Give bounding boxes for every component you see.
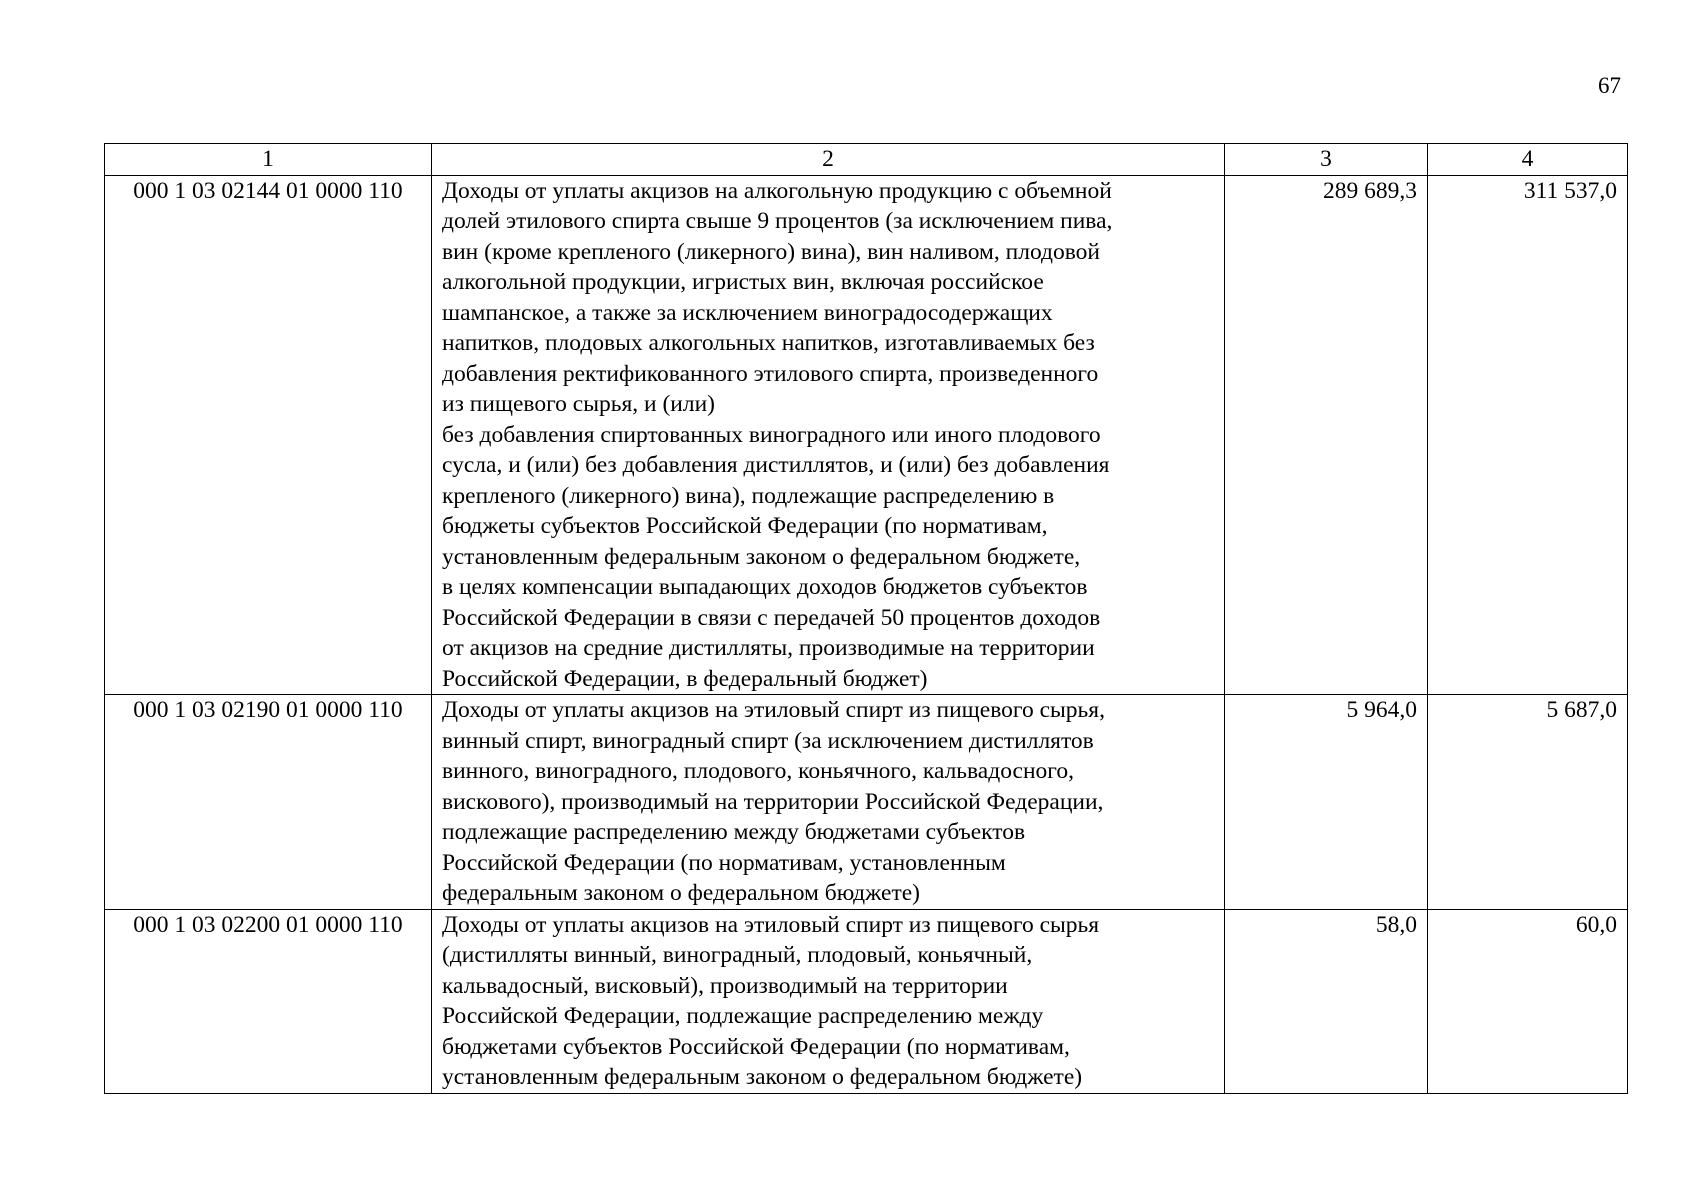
amount-column-4: 5 687,0	[1428, 695, 1628, 910]
description-line: долей этилового спирта свыше 9 процентов (за исключением пива,	[442, 208, 1113, 234]
description-line: бюджетами субъектов Российской Федерации (по нормативам,	[442, 1033, 1070, 1060]
description-line: вискового), производимый на территории Российской Федерации,	[442, 788, 1104, 815]
description-line: вин (кроме крепленого (ликерного) вина), вин наливом, плодовой	[442, 238, 1100, 265]
description-line: напитков, плодовых алкогольных напитков, изготавливаемых без	[442, 330, 1095, 356]
table-row	[105, 695, 1628, 910]
amount-column-3: 289 689,3	[1225, 175, 1428, 695]
description-line: крепленого (ликерного) вина), подлежащие распределению в	[442, 482, 1055, 509]
description-line: кальвадосный, висковый), производимый на территории	[442, 972, 1008, 999]
description-line: из пищевого сырья, и (или)	[442, 391, 716, 417]
amount-column-3: 5 964,0	[1225, 695, 1428, 910]
description-line: винный спирт, виноградный спирт (за исключением дистиллятов	[442, 727, 1094, 754]
column-number-1: 1	[105, 144, 432, 176]
budget-classification-code: 000 1 03 02190 01 0000 110	[105, 695, 432, 910]
description-line: Доходы от уплаты акцизов на алкогольную продукцию с объемной	[442, 177, 1112, 204]
revenue-description	[432, 175, 1225, 695]
description-line: от акцизов на средние дистилляты, производимые на территории	[442, 635, 1095, 661]
amount-column-4: 311 537,0	[1428, 175, 1628, 695]
amount-column-3: 58,0	[1225, 909, 1428, 1093]
column-number-4: 4	[1428, 144, 1628, 176]
description-line: без добавления спиртованных виноградного или иного плодового	[442, 421, 1101, 448]
amount-column-4: 60,0	[1428, 909, 1628, 1093]
description-line: Российской Федерации (по нормативам, установленным	[442, 849, 1006, 876]
description-line: сусла, и (или) без добавления дистиллятов, и (или) без добавления	[442, 452, 1110, 478]
table-row	[105, 175, 1628, 695]
table-header-row	[105, 144, 1628, 176]
description-line: (дистилляты винный, виноградный, плодовый, коньячный,	[442, 942, 1033, 968]
description-line: добавления ректификованного этилового спирта, произведенного	[442, 360, 1099, 387]
description-line: Российской Федерации, в федеральный бюджет)	[442, 665, 928, 692]
budget-classification-code: 000 1 03 02200 01 0000 110	[105, 909, 432, 1093]
description-line: федеральным законом о федеральном бюджете)	[442, 880, 920, 906]
revenue-description	[432, 909, 1225, 1093]
description-line: подлежащие распределению между бюджетами субъектов	[442, 819, 1026, 845]
description-line: Доходы от уплаты акцизов на этиловый спирт из пищевого сырья	[442, 911, 1100, 938]
description-line: винного, виноградного, плодового, коньячного, кальвадосного,	[442, 758, 1074, 784]
description-line: установленным федеральным законом о федеральном бюджете)	[442, 1064, 1083, 1090]
revenue-table	[104, 143, 1628, 1094]
description-line: Российской Федерации, подлежащие распределению между	[442, 1003, 1044, 1029]
description-line: в целях компенсации выпадающих доходов бюджетов субъектов	[442, 574, 1088, 600]
description-line: установленным федеральным законом о федеральном бюджете,	[442, 543, 1081, 570]
budget-classification-code: 000 1 03 02144 01 0000 110	[105, 175, 432, 695]
column-number-3: 3	[1225, 144, 1428, 176]
description-line: шампанское, а также за исключением виноградосодержащих	[442, 299, 1053, 326]
description-line: алкогольной продукции, игристых вин, включая российское	[442, 269, 1044, 295]
table-row	[105, 909, 1628, 1093]
description-line: бюджеты субъектов Российской Федерации (по нормативам,	[442, 513, 1048, 539]
column-number-2: 2	[432, 144, 1225, 176]
description-line: Российской Федерации в связи с передачей 50 процентов доходов	[442, 604, 1101, 631]
description-line: Доходы от уплаты акцизов на этиловый спирт из пищевого сырья,	[442, 697, 1105, 723]
revenue-description	[432, 695, 1225, 910]
page-number: 67	[1598, 73, 1621, 98]
